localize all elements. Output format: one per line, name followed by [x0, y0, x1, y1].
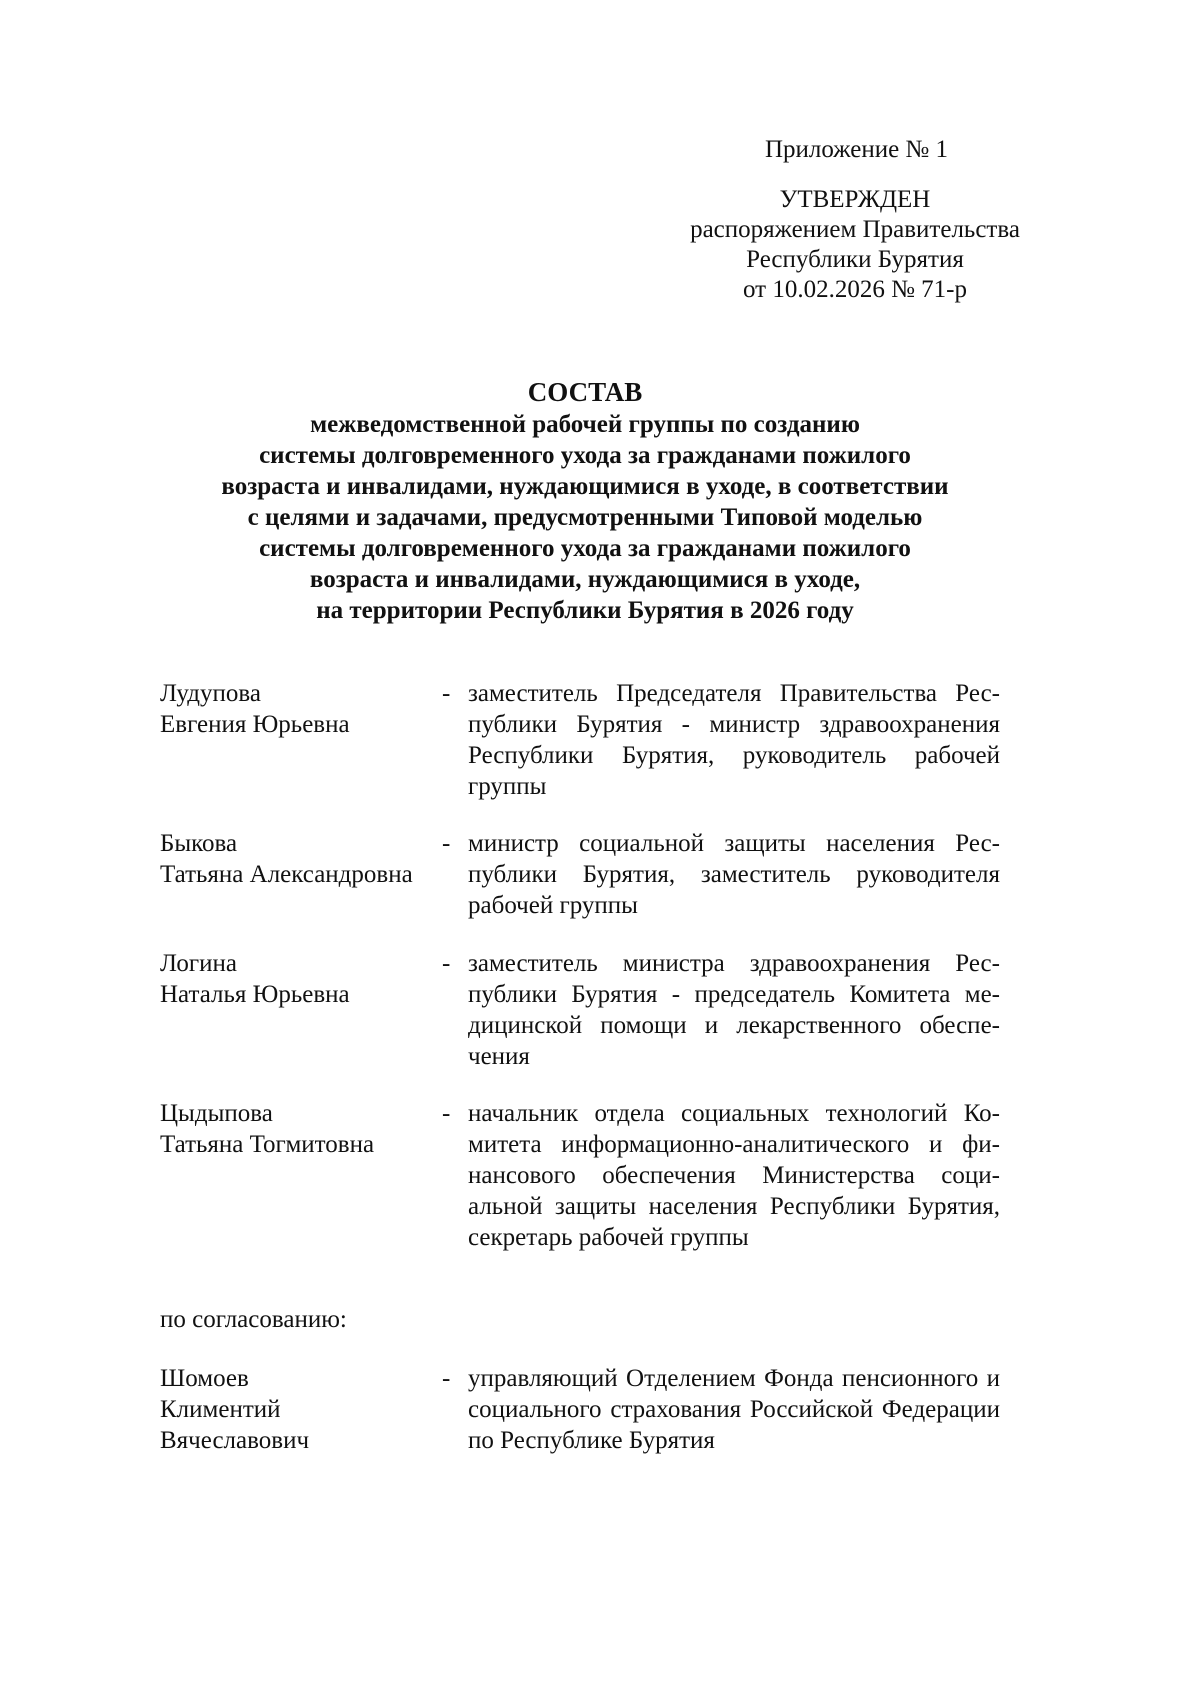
approved-label: УТВЕРЖДЕН — [779, 186, 931, 213]
member-surname: Быкова — [160, 830, 238, 857]
member-surname: Шомоев — [160, 1365, 249, 1392]
member-dash: - — [442, 950, 451, 977]
title-line: с целями и задачами, предусмотренными Типовой моделью — [247, 504, 923, 531]
member-given-name: Наталья Юрьевна — [160, 981, 350, 1008]
member-dash: - — [442, 680, 451, 707]
approval-block — [690, 185, 1020, 305]
member-role: начальник отдела социальных технологий Комитета информационно-аналитического и финансового обеспечения Министерства социальной защиты населения Республики Бурятия, секретарь рабочей группы — [468, 1100, 1000, 1251]
member-name — [160, 678, 440, 740]
member-surname: Логина — [160, 950, 237, 977]
title-main: СОСТАВ — [527, 377, 643, 407]
member-dash: - — [442, 830, 451, 857]
document-title — [150, 375, 1020, 626]
member-role: заместитель Председателя Правительства Республики Бурятия - министр здравоохранения Республики Бурятия, руководитель рабочей группы — [468, 680, 1000, 800]
member-given-name: Татьяна Тогмитовна — [160, 1131, 375, 1158]
title-line: системы долговременного ухода за гражданами пожилого — [259, 535, 911, 562]
member-name — [160, 948, 440, 1010]
member-dash: - — [442, 1100, 451, 1127]
member-dash: - — [442, 1365, 451, 1392]
member-given-name: Климентий — [160, 1396, 281, 1423]
member-patronymic: Вячеславович — [160, 1427, 310, 1454]
member-given-name: Татьяна Александровна — [160, 861, 413, 888]
member-given-name: Евгения Юрьевна — [160, 711, 350, 738]
agreement-label: по согласованию: — [160, 1306, 347, 1333]
appendix-label: Приложение № 1 — [765, 136, 949, 163]
title-line: системы долговременного ухода за гражданами пожилого — [259, 442, 911, 469]
approved-by-line1: распоряжением Правительства — [690, 216, 1020, 243]
member-role: министр социальной защиты населения Республики Бурятия, заместитель руководителя рабочей группы — [468, 830, 1000, 919]
member-surname: Лудупова — [160, 680, 261, 707]
member-role: заместитель министра здравоохранения Республики Бурятия - председатель Комитета медицинской помощи и лекарственного обеспечения — [468, 950, 1000, 1070]
title-line: на территории Республики Бурятия в 2026 году — [316, 597, 854, 624]
title-line: возраста и инвалидами, нуждающимися в уходе, в соответствии — [221, 473, 949, 500]
title-line: возраста и инвалидами, нуждающимися в уходе, — [309, 566, 861, 593]
approved-by-line2: Республики Бурятия — [746, 246, 964, 273]
member-role: управляющий Отделением Фонда пенсионного и социального страхования Российской Федерации по Республике Бурятия — [468, 1365, 1000, 1454]
member-surname: Цыдыпова — [160, 1100, 273, 1127]
title-line: межведомственной рабочей группы по созданию — [310, 411, 860, 438]
member-name — [160, 1098, 440, 1160]
approved-date: от 10.02.2026 № 71-р — [742, 276, 968, 303]
member-name — [160, 828, 440, 890]
member-name — [160, 1363, 440, 1456]
